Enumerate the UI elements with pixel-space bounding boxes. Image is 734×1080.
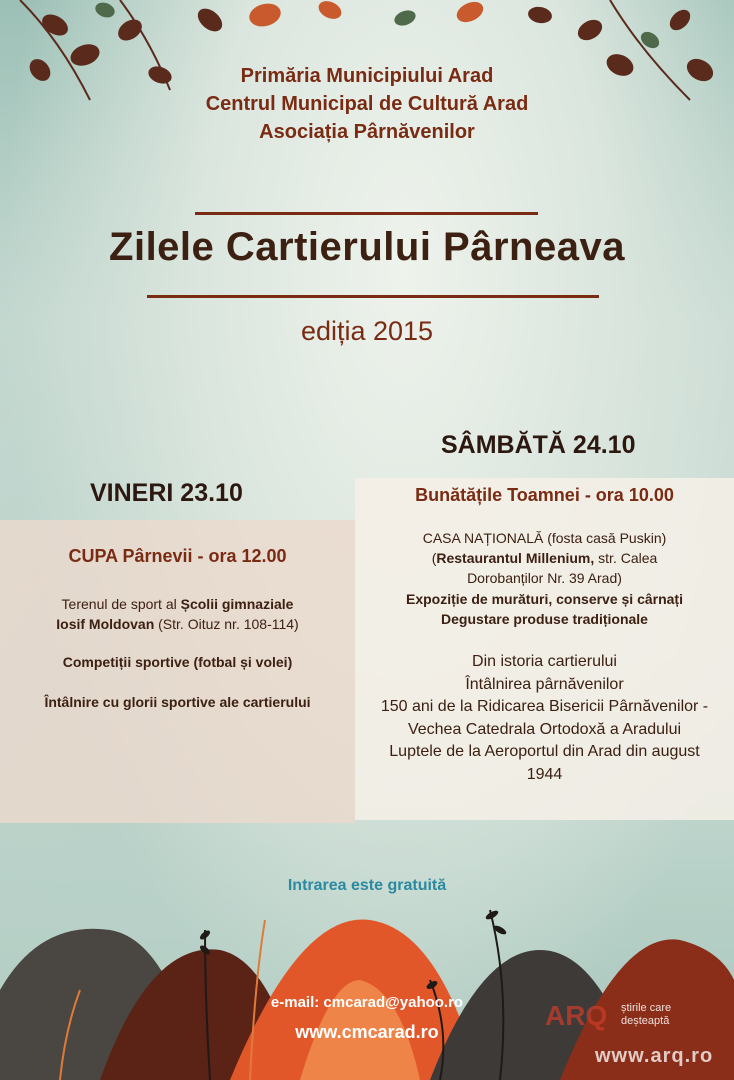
friday-venue-name: Iosif Moldovan	[56, 616, 155, 632]
friday-activity-1-text: Competiții sportive (fotbal și volei)	[62, 654, 293, 670]
history-line: Din istoria cartierului	[472, 653, 617, 670]
saturday-venue	[355, 528, 734, 588]
friday-activity-2	[0, 692, 355, 712]
saturday-history	[355, 651, 734, 786]
friday-venue-address: (Str. Oituz nr. 108-114)	[154, 616, 299, 632]
history-line: Vechea Catedrala Ortodoxă a Aradului	[407, 720, 682, 738]
organizer-1: Primăria Municipiului Arad	[240, 65, 494, 87]
friday-venue	[0, 594, 355, 634]
arq-logo: ARQ	[545, 1000, 608, 1031]
saturday-activities	[355, 589, 734, 629]
organizer-2: Centrul Municipal de Cultură Arad	[205, 93, 529, 115]
contact-website: www.cmcarad.ro	[295, 1022, 439, 1042]
saturday-venue-line-1: CASA NAȚIONALĂ (fosta casă Puskin)	[422, 530, 667, 546]
arq-url: www.arq.ro	[595, 1045, 714, 1067]
friday-activity-1	[0, 652, 355, 672]
arq-tagline-2: deșteaptă	[621, 1015, 670, 1027]
title-rule-top	[195, 212, 538, 215]
title-rule-bottom	[147, 295, 599, 298]
history-line: 150 ani de la Ridicarea Bisericii Pârnăvenilor -	[380, 698, 709, 715]
saturday-venue-restaurant: Restaurantul Millenium,	[436, 550, 595, 566]
friday-activity-2-text: Întâlnire cu glorii sportive ale cartierului	[44, 694, 311, 710]
saturday-event-title: Bunătățile Toamnei - ora 10.00	[415, 485, 674, 505]
poster-title: Zilele Cartierului Pârneava	[109, 225, 625, 269]
history-line: Întâlnirea pârnăvenilor	[465, 675, 624, 693]
edition: ediția 2015	[300, 316, 434, 346]
free-entry: Intrarea este gratuită	[287, 877, 447, 894]
organizer-3: Asociația Pârnăvenilor	[259, 121, 475, 143]
contact-email: e-mail: cmcarad@yahoo.ro	[270, 994, 464, 1011]
arq-tagline	[621, 1002, 671, 1028]
friday-event-title: CUPA Pârnevii - ora 12.00	[68, 546, 287, 566]
saturday-activity-2: Degustare produse tradiționale	[441, 611, 648, 627]
arq-tagline-1: știrile care	[621, 1002, 672, 1014]
friday-venue-text: Terenul de sport al	[61, 596, 181, 612]
saturday-activity-1: Expoziție de murături, conserve și cârnați	[406, 591, 683, 607]
friday-heading: VINERI 23.10	[90, 479, 243, 507]
history-line: 1944	[526, 765, 563, 783]
friday-venue-school: Școlii gimnaziale	[180, 596, 294, 612]
saturday-venue-paren: (	[431, 550, 437, 566]
arq-watermark	[535, 990, 734, 1080]
history-line: Luptele de la Aeroportul din Arad din august	[389, 743, 700, 760]
saturday-heading: SÂMBĂTĂ 24.10	[441, 431, 636, 459]
saturday-venue-street: str. Calea	[594, 550, 658, 566]
organizers	[0, 62, 734, 146]
saturday-venue-line-3: Dorobanților Nr. 39 Arad)	[467, 570, 622, 586]
